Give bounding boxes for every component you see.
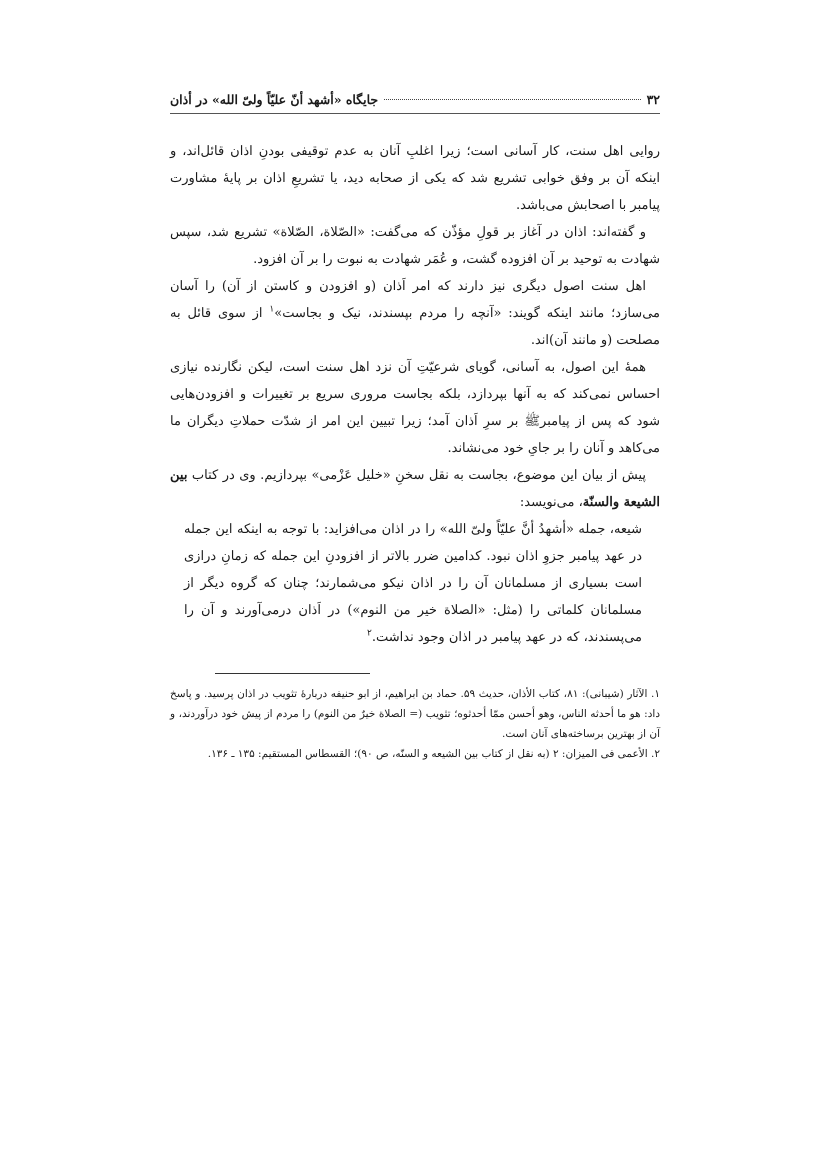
running-header — [170, 92, 660, 114]
footnotes — [170, 684, 660, 764]
footnote-ref[interactable]: ۲ — [367, 628, 372, 639]
header-dot-leader — [384, 99, 640, 100]
paragraph: همهٔ این اصول، به آسانی، گویای شرعیّتِ آن نزد اهل سنت است، لیکن نگارنده نیازی احساس نمی‌کند که به آنها بپردازد، بلکه بجاست مروری سریع بر تغییرات و افزودن‌هایی شود که پس از پیامبرﷺ بر سرِ اَذان آمد؛ زیرا تبیین این امر از شدّت حملاتِ دیگران ما می‌کاهد و آنان را بر جایِ خود می‌نشاند. — [170, 360, 660, 456]
paragraph: روایی اهل سنت، کار آسانی است؛ زیرا اغلبِ آنان به عدم توقیفی بودنِ اذان قائل‌اند، و اینکه آن بر وفق خوابی تشریع شد که یکی از صحابه دید، یا تشریعِ اذان بر پایهٔ مشاورت پیامبر با اصحابش می‌باشد. — [170, 144, 660, 213]
running-title: جایگاه «أشهد أنّ علیّاً ولیّ الله» در أذان — [170, 92, 379, 107]
footnote: ۱. الآثار (شیبانی): ۸۱، کتاب الأذان، حدیث ۵۹. حماد بن ابراهیم، از ابو حنیفه دربارهٔ تثویب در اذان پرسید. و پاسخ داد: هو ما أحدثه الناس، وهو أحسن ممّا أحدثوه؛ تثویب (= الصلاة خیرٌ من النوم) را مردم از پیش خود درآوردند، و آن از بهترین برساخته‌های آنان است. — [170, 688, 661, 740]
paragraph: اهل سنت اصول دیگری نیز دارند که امر اَذان (و افزودن و کاستن از آن) را آسان می‌سازد؛ مانند اینکه گویند: «آنچه را مردم بپسندند، نیک و بجاست»$^۱$ از سوی قائل به مصلحت (و مانند آن)اند. — [170, 279, 660, 348]
footnote-separator — [215, 673, 370, 674]
footnote-ref[interactable]: ۱ — [269, 304, 275, 315]
paragraph: پیش از بیان این موضوع، بجاست به نقل سخنِ «خلیل عَزْمی» بپردازیم. وی در کتاب بین الشیعة والسنّة، می‌نویسد: — [170, 468, 660, 510]
block-quote: شیعه، جمله «أشهدُ أنَّ علیّاً ولیّ الله» را در اذان می‌افزاید: با توجه به اینکه این جمله در عهد پیامبر جزوِ اذان نبود. کدامین ضرر بالاتر از افزودنِ این جمله که زمانِ درازی است بسیاری از مسلمانان آن را در اذان نیکو می‌شمارند؛ چنان که گروه دیگر از مسلمانان کلماتی را (مثل: «الصلاة خیر من النوم») در اَذان درمی‌آورند و آن را می‌پسندند، که در عهد پیامبر در اذان وجود نداشت.$^۲$ — [184, 522, 642, 645]
page-number: ۳۲ — [646, 92, 660, 107]
footnote: ۲. الأعمی فی المیزان: ۲ (به نقل از کتاب بین الشیعه و السنّه، ص ۹۰)؛ القسطاس المستقیم: ۱۳۵ ـ ۱۳۶. — [207, 748, 660, 760]
document-page — [170, 92, 660, 764]
book-title: بین الشیعة والسنّة — [170, 468, 660, 510]
paragraph: و گفته‌اند: اذان در آغاز بر قولِ مؤذّن که می‌گفت: «الصّلاة، الصّلاة» تشریع شد، سپس شهادت به توحید بر آن افزوده گشت، و عُمَر شهادت به نبوت را بر آن افزود. — [170, 225, 660, 267]
main-text — [170, 138, 660, 651]
